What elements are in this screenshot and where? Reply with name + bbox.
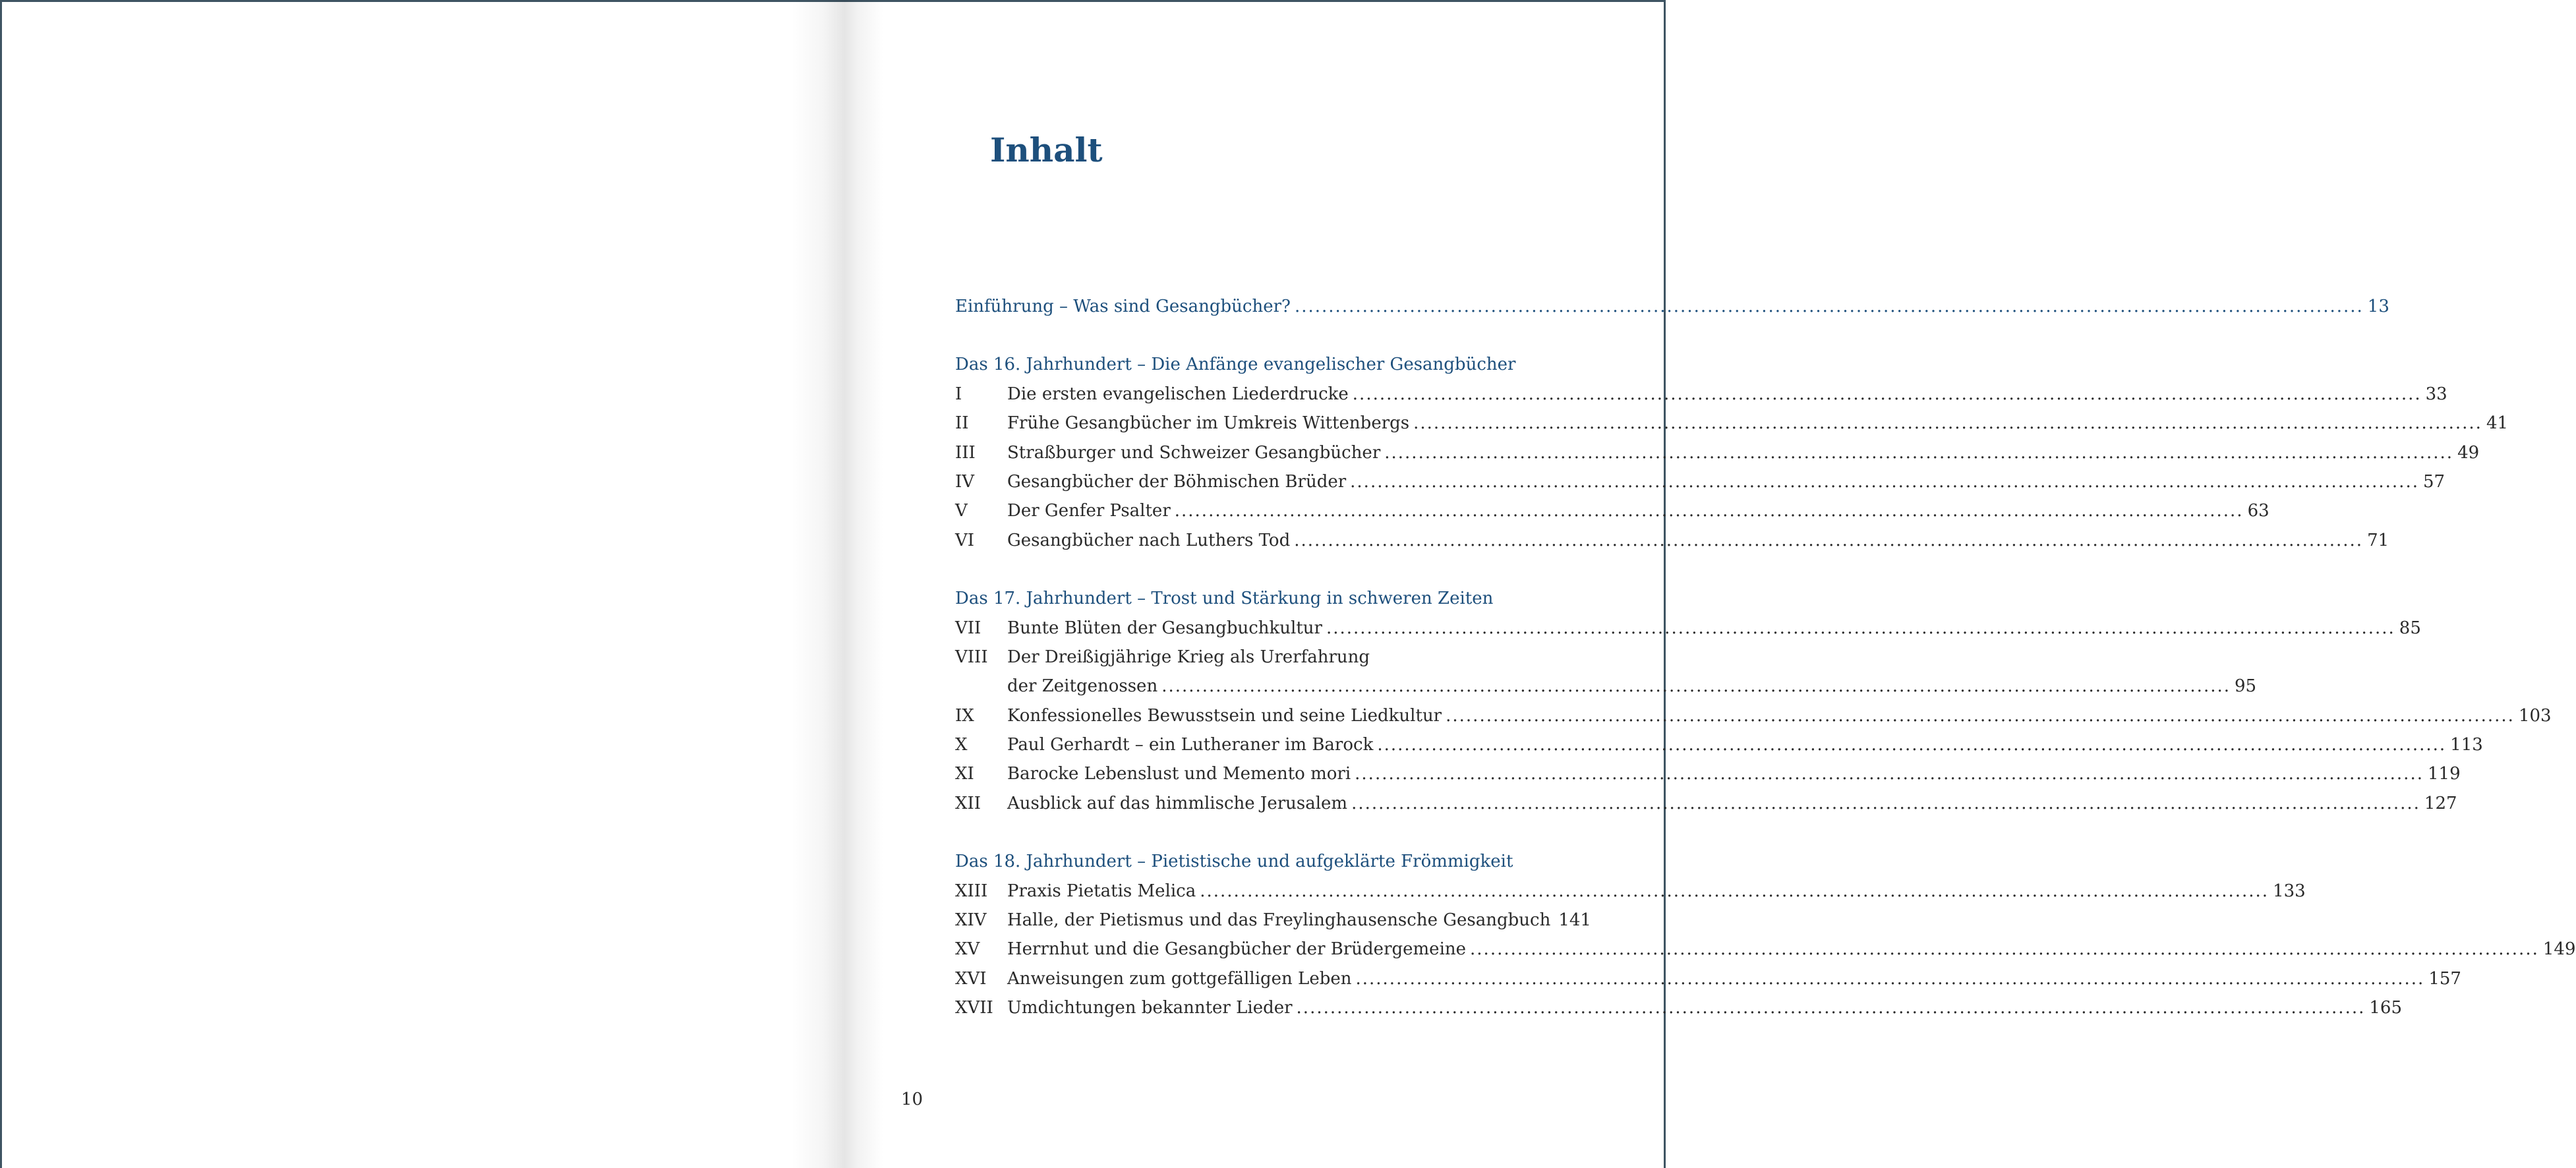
toc-entry-numeral: XII bbox=[955, 793, 981, 813]
toc-entry-title: Herrnhut und die Gesangbücher der Brüdergemeine bbox=[1007, 939, 1467, 960]
leader-dots: .............................................................................................................................................................. bbox=[1446, 705, 2515, 726]
table-of-contents bbox=[955, 292, 2576, 1023]
leader-dots: .............................................................................................................................................................. bbox=[1355, 968, 2425, 989]
leader-dots: .............................................................................................................................................................. bbox=[1355, 764, 2424, 784]
toc-entry-page: 119 bbox=[2427, 764, 2461, 784]
toc-entry-page: 165 bbox=[2369, 998, 2403, 1018]
toc-entry-title: Frühe Gesangbücher im Umkreis Wittenbergs bbox=[1007, 413, 1410, 434]
toc-entry[interactable] bbox=[955, 759, 2461, 788]
toc-entry-page: 71 bbox=[2367, 530, 2389, 550]
toc-entry-numeral: I bbox=[955, 384, 962, 404]
toc-entry[interactable] bbox=[955, 438, 2480, 467]
toc-entry-page: 63 bbox=[2247, 501, 2269, 521]
toc-entry-page: 133 bbox=[2273, 881, 2306, 901]
toc-entry-title: Bunte Blüten der Gesangbuchkultur bbox=[1007, 618, 1322, 638]
toc-entry-numeral: XVI bbox=[955, 968, 987, 989]
toc-entry[interactable] bbox=[955, 964, 2461, 993]
toc-entry-page: 85 bbox=[2399, 618, 2421, 638]
toc-entry[interactable] bbox=[955, 877, 2306, 906]
toc-entry-title: Ausblick auf das himmlische Jerusalem bbox=[1007, 793, 1348, 813]
toc-entry-title: Barocke Lebenslust und Memento mori bbox=[1007, 764, 1351, 784]
toc-intro-page: 13 bbox=[2367, 297, 2389, 316]
toc-entry-title: Der Genfer Psalter bbox=[1007, 501, 1171, 521]
toc-entry-numeral: XIII bbox=[955, 881, 988, 901]
book-gutter-shadow bbox=[791, 0, 883, 1168]
toc-entry-numeral: IX bbox=[955, 705, 974, 726]
toc-entry[interactable] bbox=[955, 906, 1591, 935]
toc-entry[interactable] bbox=[955, 993, 2403, 1022]
toc-entry-numeral: IV bbox=[955, 471, 975, 492]
toc-entry-page: 41 bbox=[2486, 413, 2509, 434]
toc-entry[interactable] bbox=[955, 643, 1556, 672]
toc-entry-page: 49 bbox=[2457, 442, 2480, 463]
toc-entry-title-continued: der Zeitgenossen bbox=[1007, 676, 1158, 697]
leader-dots: .............................................................................................................................................................. bbox=[1351, 793, 2420, 813]
leader-dots: .............................................................................................................................................................. bbox=[1352, 384, 2422, 404]
page-number: 10 bbox=[901, 1090, 923, 1109]
toc-entry-numeral: VI bbox=[955, 530, 975, 550]
leader-dots: .............................................................................................................................................................. bbox=[1326, 618, 2395, 638]
leader-dots: .............................................................................................................................................................. bbox=[1174, 501, 2244, 521]
toc-entry-numeral: XIV bbox=[955, 910, 987, 931]
section-heading: Das 16. Jahrhundert – Die Anfänge evangelischer Gesangbücher bbox=[955, 355, 1516, 375]
toc-entry-continued[interactable] bbox=[955, 672, 2257, 701]
toc-entry-title: Gesangbücher nach Luthers Tod bbox=[1007, 530, 1291, 550]
toc-entry-numeral: XI bbox=[955, 764, 974, 784]
toc-entry-numeral: XV bbox=[955, 939, 980, 960]
leader-dots: .............................................................................................................................................................. bbox=[1294, 530, 2364, 550]
leader-dots: .............................................................................................................................................................. bbox=[1161, 676, 2231, 697]
page-title: Inhalt bbox=[990, 131, 1103, 169]
toc-intro[interactable] bbox=[955, 292, 2389, 321]
toc-entry-page: 33 bbox=[2425, 384, 2447, 404]
toc-entry[interactable] bbox=[955, 409, 2509, 438]
toc-entry-page: 157 bbox=[2428, 968, 2461, 989]
toc-entry-numeral: VII bbox=[955, 618, 981, 638]
toc-entry-title: Gesangbücher der Böhmischen Brüder bbox=[1007, 471, 1347, 492]
toc-entry-title: Paul Gerhardt – ein Lutheraner im Barock bbox=[1007, 735, 1374, 755]
section-heading: Das 17. Jahrhundert – Trost und Stärkung in schweren Zeiten bbox=[955, 589, 1494, 609]
toc-entry-page: 103 bbox=[2518, 705, 2552, 726]
toc-entry[interactable] bbox=[955, 935, 2576, 964]
toc-entry-numeral: VIII bbox=[955, 647, 988, 667]
toc-entry[interactable] bbox=[955, 701, 2552, 730]
toc-intro-title: Einführung – Was sind Gesangbücher? bbox=[955, 297, 1291, 316]
toc-entry[interactable] bbox=[955, 614, 2421, 643]
toc-entry[interactable] bbox=[955, 467, 2445, 496]
leader-dots: .............................................................................................................................................................. bbox=[1294, 297, 2364, 316]
toc-entry-page: 57 bbox=[2422, 471, 2445, 492]
toc-entry-numeral: V bbox=[955, 501, 968, 521]
leader-dots: .............................................................................................................................................................. bbox=[1470, 939, 2539, 960]
toc-entry-page: 149 bbox=[2542, 939, 2576, 960]
toc-entry-page: 127 bbox=[2424, 793, 2457, 813]
toc-entry-title: Konfessionelles Bewusstsein und seine Liedkultur bbox=[1007, 705, 1442, 726]
toc-entry[interactable] bbox=[955, 789, 2457, 818]
toc-entry-numeral: II bbox=[955, 413, 969, 434]
toc-entry[interactable] bbox=[955, 496, 2269, 525]
leader-dots: .............................................................................................................................................................. bbox=[1350, 471, 2419, 492]
leader-dots: .............................................................................................................................................................. bbox=[1413, 413, 2482, 434]
toc-entry-title: Der Dreißigjährige Krieg als Urerfahrung bbox=[1007, 647, 1370, 667]
toc-entry-page: 113 bbox=[2450, 735, 2483, 755]
toc-entry-title: Straßburger und Schweizer Gesangbücher bbox=[1007, 442, 1381, 463]
toc-entry-page: 95 bbox=[2235, 676, 2257, 697]
leader-dots: .............................................................................................................................................................. bbox=[1200, 881, 2269, 901]
toc-entry-title: Umdichtungen bekannter Lieder bbox=[1007, 998, 1293, 1018]
section-heading: Das 18. Jahrhundert – Pietistische und aufgeklärte Frömmigkeit bbox=[955, 852, 1513, 872]
leader-dots: .............................................................................................................................................................. bbox=[1377, 735, 2447, 755]
toc-entry-numeral: X bbox=[955, 735, 968, 755]
toc-entry-title: Die ersten evangelischen Liederdrucke bbox=[1007, 384, 1349, 404]
toc-entry[interactable] bbox=[955, 380, 2447, 409]
toc-entry-page: 141 bbox=[1558, 910, 1591, 931]
toc-entry-title: Halle, der Pietismus und das Freylinghausensche Gesangbuch bbox=[1007, 910, 1551, 931]
toc-entry-title: Anweisungen zum gottgefälligen Leben bbox=[1007, 968, 1352, 989]
toc-entry[interactable] bbox=[955, 526, 2389, 555]
leader-dots: .............................................................................................................................................................. bbox=[1384, 442, 2454, 463]
toc-entry-numeral: III bbox=[955, 442, 976, 463]
toc-entry-numeral: XVII bbox=[955, 998, 993, 1018]
toc-entry[interactable] bbox=[955, 730, 2483, 759]
toc-entry-title: Praxis Pietatis Melica bbox=[1007, 881, 1196, 901]
leader-dots: .............................................................................................................................................................. bbox=[1296, 998, 2366, 1018]
